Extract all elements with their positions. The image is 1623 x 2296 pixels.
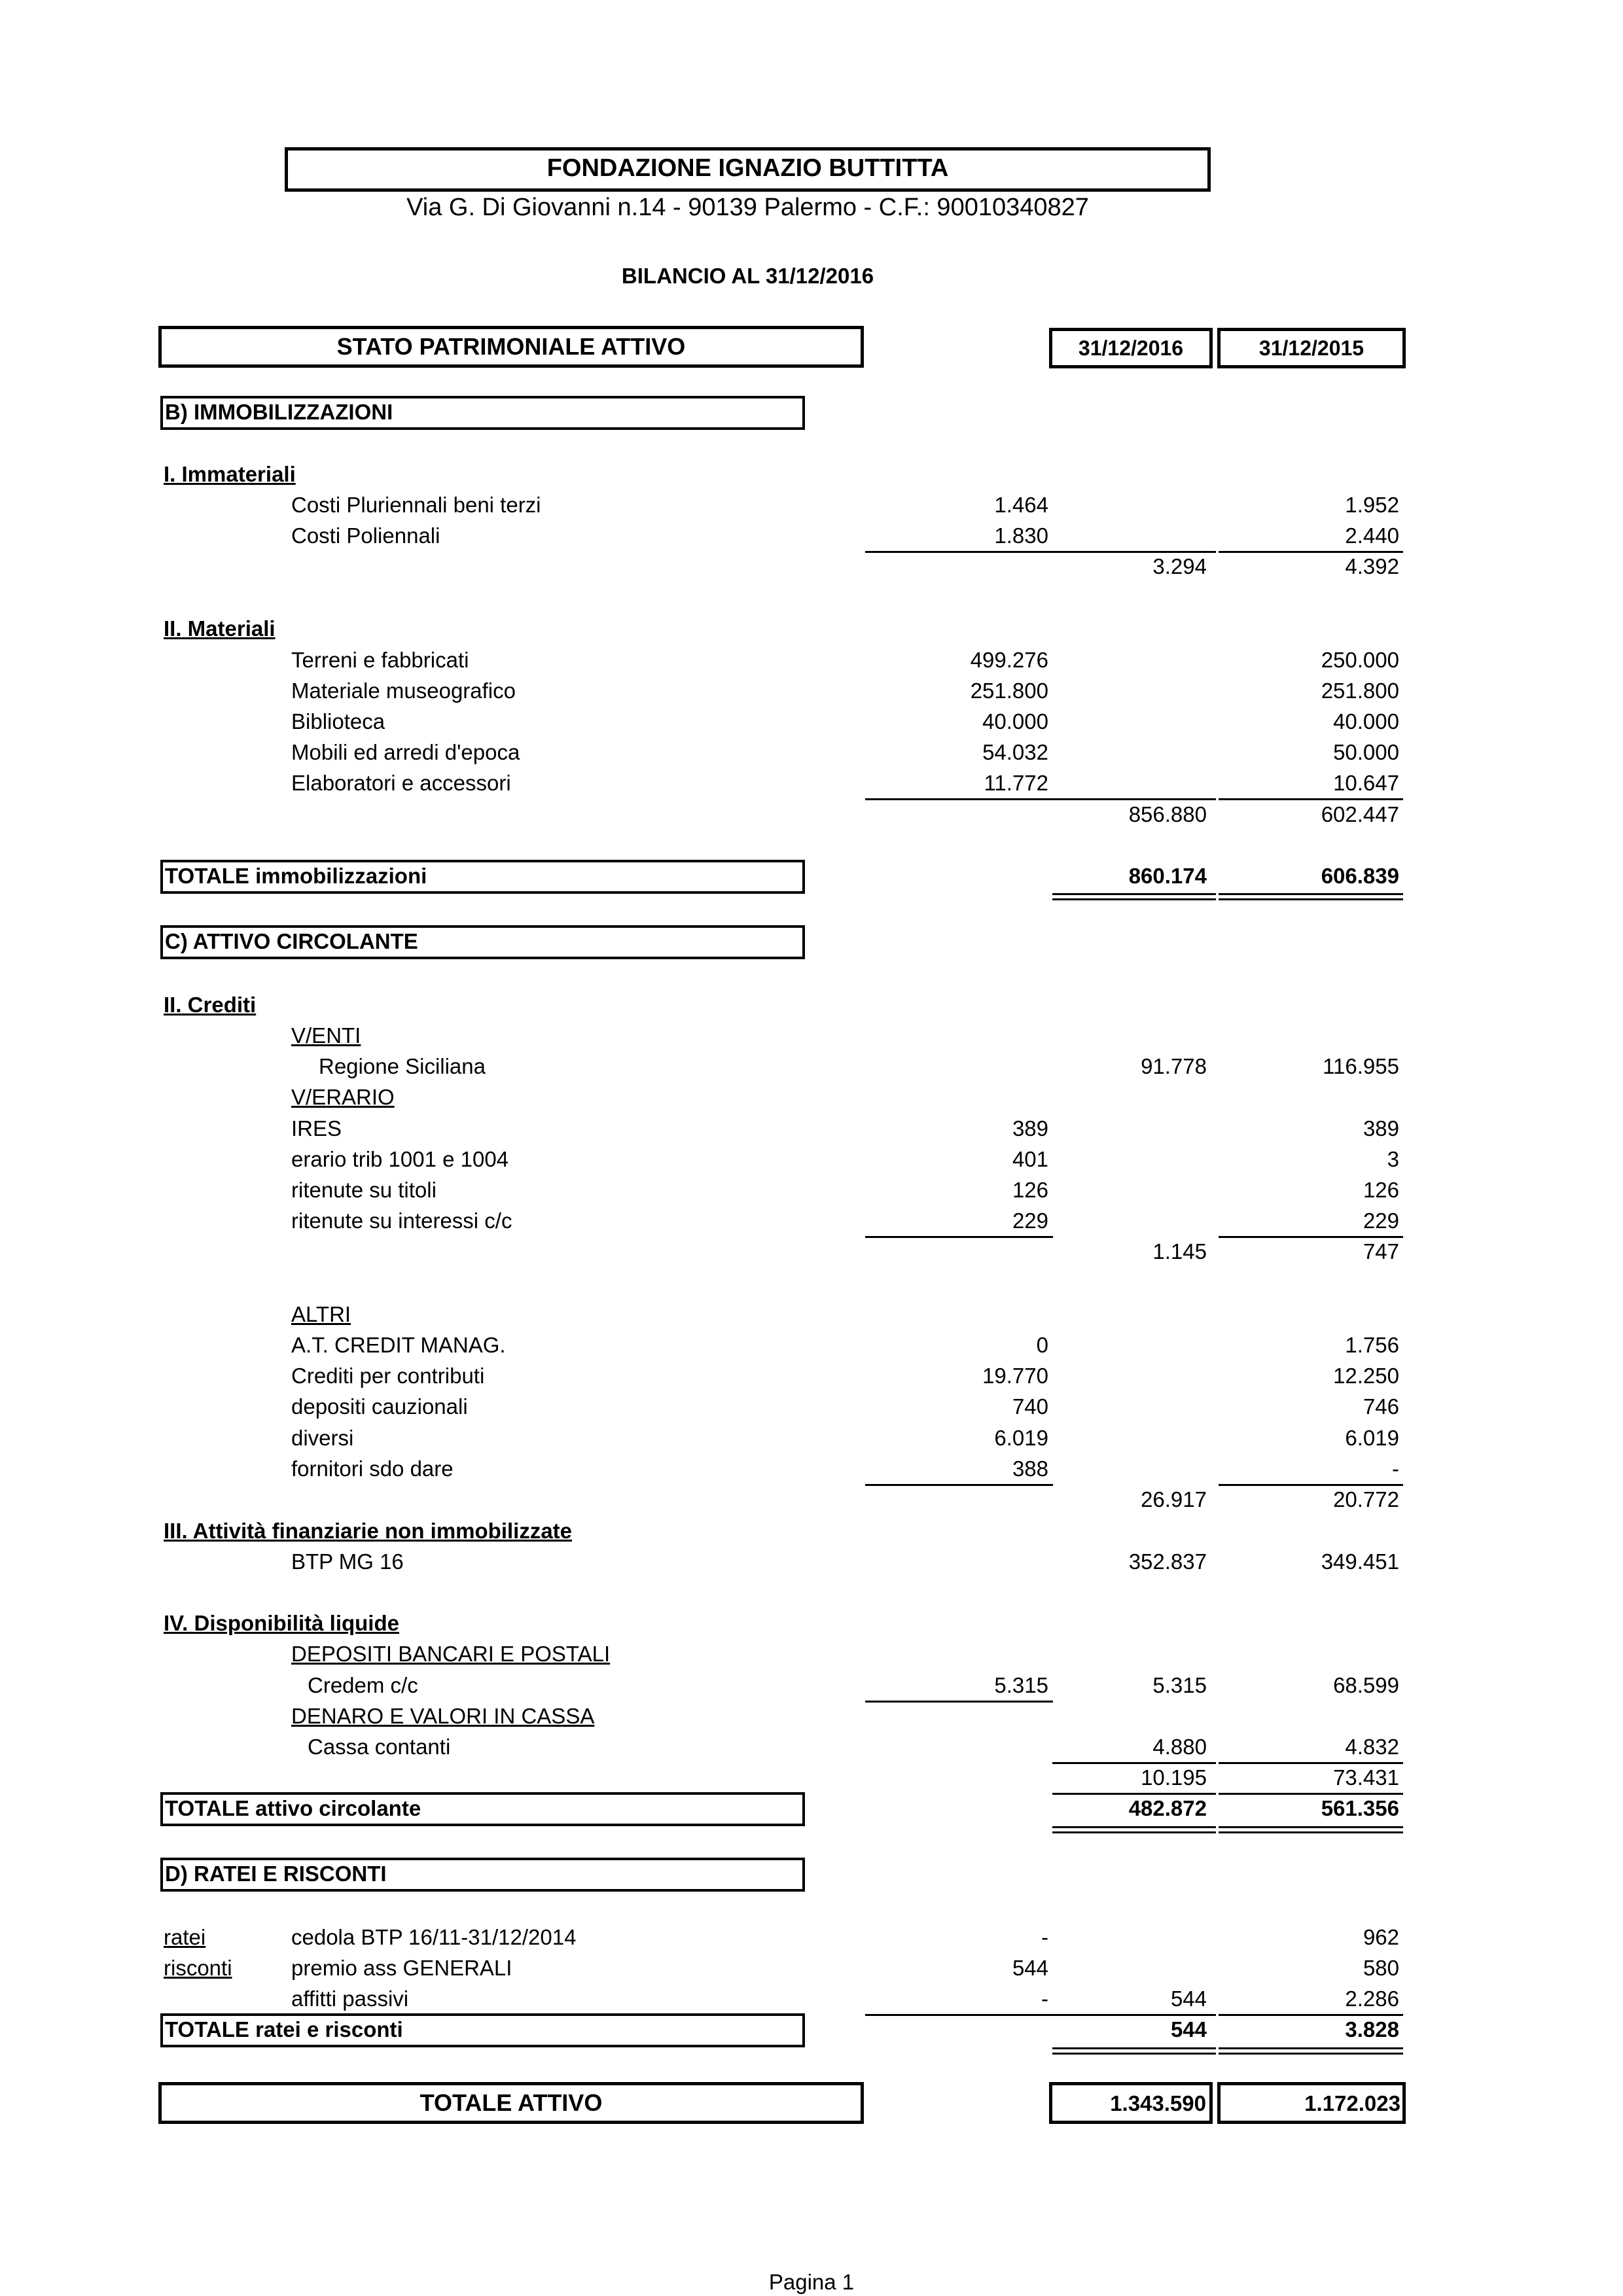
value-2016: 544 (1170, 1987, 1207, 2011)
value-2015: 2.286 (1345, 1987, 1399, 2011)
rule (1219, 1236, 1403, 1238)
value-2016: 3.294 (1152, 554, 1207, 578)
row-label: fornitori sdo dare (291, 1457, 454, 1481)
value-2015: 606.839 (1321, 864, 1399, 888)
rule (865, 798, 1216, 800)
row-label: risconti (164, 1956, 232, 1980)
col1-header: 31/12/2016 (1078, 336, 1184, 360)
detail-value: 544 (1012, 1956, 1048, 1980)
value-2015: 602.447 (1321, 802, 1399, 826)
section-label: D) RATEI E RISCONTI (165, 1862, 387, 1886)
row-label: Elaboratori e accessori (291, 771, 511, 795)
page-number: Pagina 1 (768, 2270, 855, 2294)
value-2016: 856.880 (1128, 802, 1207, 826)
row-label: Costi Poliennali (291, 523, 440, 548)
row-label: Credem c/c (308, 1673, 418, 1697)
value-2016: 1.145 (1152, 1239, 1207, 1263)
row-label: cedola BTP 16/11-31/12/2014 (291, 1925, 577, 1949)
detail-value: 6.019 (994, 1426, 1048, 1450)
detail-value: 0 (1036, 1333, 1048, 1357)
foundation-address: Via G. Di Giovanni n.14 - 90139 Palermo - C.F.: 90010340827 (406, 194, 1089, 221)
detail-value: 54.032 (982, 740, 1048, 764)
section-label: C) ATTIVO CIRCOLANTE (165, 929, 418, 953)
value-2015: 20.772 (1333, 1487, 1399, 1511)
value-2015: 40.000 (1333, 709, 1399, 733)
grand-total-col2: 1.172.023 (1304, 2091, 1400, 2115)
row-label: Mobili ed arredi d'epoca (291, 740, 520, 764)
row-label: V/ERARIO (291, 1085, 395, 1109)
section-label: TOTALE ratei e risconti (165, 2017, 403, 2041)
detail-value: 11.772 (984, 771, 1048, 795)
value-2016: 5.315 (1152, 1673, 1207, 1697)
value-2015: 2.440 (1345, 523, 1399, 548)
value-2015: - (1392, 1457, 1399, 1481)
value-2015: 561.356 (1321, 1796, 1399, 1820)
row-label: Terreni e fabbricati (291, 648, 469, 672)
double-rule (1219, 893, 1403, 900)
rule (1219, 1484, 1403, 1486)
value-2015: 746 (1363, 1394, 1399, 1419)
value-2016: 26.917 (1141, 1487, 1207, 1511)
section-title: STATO PATRIMONIALE ATTIVO (336, 333, 686, 360)
value-2015: 116.955 (1323, 1054, 1399, 1078)
rule (865, 1701, 1053, 1703)
row-label: affitti passivi (291, 1987, 409, 2011)
row-label: II. Materiali (164, 616, 276, 641)
value-2016: 10.195 (1141, 1765, 1207, 1790)
value-2015: 12.250 (1333, 1364, 1399, 1388)
detail-value: 499.276 (970, 648, 1048, 672)
detail-value: 389 (1012, 1116, 1048, 1140)
detail-value: 19.770 (982, 1364, 1048, 1388)
value-2015: 73.431 (1333, 1765, 1399, 1790)
row-label: DENARO E VALORI IN CASSA (291, 1704, 595, 1728)
detail-value: 388 (1012, 1457, 1048, 1481)
row-label: IV. Disponibilità liquide (164, 1611, 399, 1635)
rule (1219, 1762, 1403, 1764)
row-label: DEPOSITI BANCARI E POSTALI (291, 1642, 611, 1666)
detail-value: 229 (1012, 1209, 1048, 1233)
value-2015: 3.828 (1345, 2017, 1399, 2041)
row-label: Costi Pluriennali beni terzi (291, 493, 541, 517)
row-label: ALTRI (291, 1302, 351, 1326)
rule (1052, 1762, 1216, 1764)
value-2015: 1.952 (1345, 493, 1399, 517)
document-title: BILANCIO AL 31/12/2016 (621, 264, 874, 288)
value-2015: 580 (1363, 1956, 1399, 1980)
row-label: A.T. CREDIT MANAG. (291, 1333, 506, 1357)
value-2016: 352.837 (1128, 1549, 1207, 1574)
row-label: ratei (164, 1925, 206, 1949)
row-label: Crediti per contributi (291, 1364, 485, 1388)
detail-value: - (1041, 1925, 1048, 1949)
rule (1052, 1793, 1216, 1795)
rule (865, 551, 1216, 553)
value-2016: 482.872 (1128, 1796, 1207, 1820)
row-label: Cassa contanti (308, 1735, 451, 1759)
detail-value: 126 (1012, 1178, 1048, 1202)
rule (865, 1484, 1053, 1486)
rule (1219, 2014, 1403, 2016)
value-2015: 6.019 (1345, 1426, 1399, 1450)
row-label: BTP MG 16 (291, 1549, 404, 1574)
rule (1219, 798, 1403, 800)
value-2015: 747 (1363, 1239, 1399, 1263)
row-label: Materiale museografico (291, 679, 516, 703)
value-2015: 389 (1363, 1116, 1399, 1140)
value-2016: 91.778 (1141, 1054, 1207, 1078)
value-2015: 126 (1363, 1178, 1399, 1202)
value-2015: 349.451 (1321, 1549, 1399, 1574)
row-label: depositi cauzionali (291, 1394, 468, 1419)
detail-value: 740 (1012, 1394, 1048, 1419)
double-rule (1052, 893, 1216, 900)
double-rule (1052, 1826, 1216, 1833)
row-label: diversi (291, 1426, 354, 1450)
rule (865, 2014, 1053, 2016)
row-label: I. Immateriali (164, 462, 296, 486)
section-label: TOTALE immobilizzazioni (165, 864, 427, 888)
double-rule (1052, 2047, 1216, 2055)
value-2015: 10.647 (1333, 771, 1399, 795)
detail-value: 1.830 (994, 523, 1048, 548)
value-2016: 4.880 (1152, 1735, 1207, 1759)
value-2016: 544 (1170, 2017, 1207, 2041)
row-label: ritenute su interessi c/c (291, 1209, 512, 1233)
value-2015: 50.000 (1333, 740, 1399, 764)
detail-value: 251.800 (970, 679, 1048, 703)
row-label: II. Crediti (164, 993, 257, 1017)
value-2015: 962 (1363, 1925, 1399, 1949)
rule (1219, 551, 1403, 553)
foundation-name: FONDAZIONE IGNAZIO BUTTITTA (546, 154, 949, 182)
double-rule (1219, 2047, 1403, 2055)
col2-header: 31/12/2015 (1258, 336, 1364, 360)
row-label: erario trib 1001 e 1004 (291, 1147, 509, 1171)
section-label: TOTALE attivo circolante (165, 1796, 421, 1820)
value-2015: 229 (1363, 1209, 1399, 1233)
section-label: B) IMMOBILIZZAZIONI (165, 400, 393, 424)
value-2015: 68.599 (1333, 1673, 1399, 1697)
detail-value: - (1041, 1987, 1048, 2011)
value-2015: 251.800 (1321, 679, 1399, 703)
value-2015: 4.392 (1345, 554, 1399, 578)
row-label: Regione Siciliana (319, 1054, 486, 1078)
detail-value: 5.315 (994, 1673, 1048, 1697)
rule (1052, 2014, 1216, 2016)
value-2015: 3 (1387, 1147, 1399, 1171)
grand-total-col1: 1.343.590 (1110, 2091, 1206, 2115)
grand-total-label: TOTALE ATTIVO (419, 2089, 603, 2116)
row-label: III. Attività finanziarie non immobilizzate (164, 1519, 573, 1543)
value-2015: 250.000 (1321, 648, 1399, 672)
value-2015: 1.756 (1345, 1333, 1399, 1357)
row-label: IRES (291, 1116, 342, 1140)
row-label: Biblioteca (291, 709, 385, 733)
value-2016: 860.174 (1128, 864, 1207, 888)
detail-value: 401 (1012, 1147, 1048, 1171)
double-rule (1219, 1826, 1403, 1833)
value-2015: 4.832 (1345, 1735, 1399, 1759)
row-label: ritenute su titoli (291, 1178, 437, 1202)
row-label: V/ENTI (291, 1023, 361, 1048)
detail-value: 40.000 (982, 709, 1048, 733)
detail-value: 1.464 (994, 493, 1048, 517)
row-label: premio ass GENERALI (291, 1956, 512, 1980)
rule (865, 1236, 1053, 1238)
rule (1219, 1793, 1403, 1795)
